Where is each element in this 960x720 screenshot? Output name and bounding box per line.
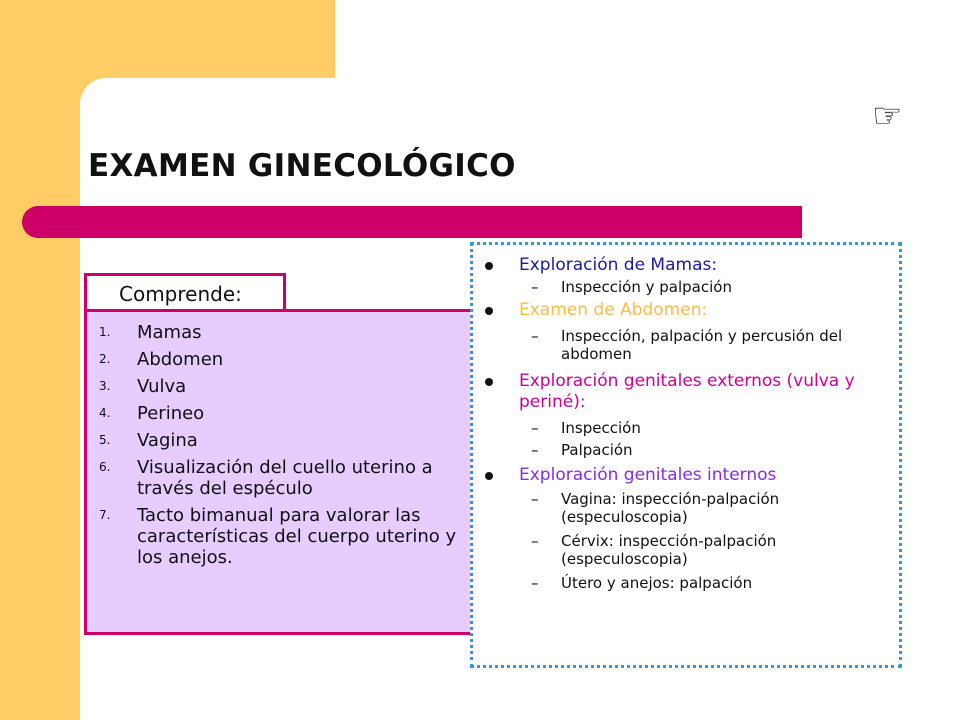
list-item-number: 5. [99,433,111,447]
list-item-text: Vagina [137,430,198,451]
slide-title: EXAMEN GINECOLÓGICO [88,148,516,184]
title-underline-bar [22,206,802,238]
list-item-number: 1. [99,325,111,339]
right-panel [470,242,902,668]
list-item [99,349,473,370]
sub-item: – Palpación [531,441,633,459]
list-item-text: Abdomen [137,349,224,370]
list-item [99,457,473,499]
list-item [99,505,473,568]
sub-item-text: Vagina: inspección-palpación (especuloscopia) [561,490,780,526]
sub-item-text: Inspección y palpación [561,278,732,296]
sub-item-text: Útero y anejos: palpación [561,574,753,592]
sub-item: – Inspección [531,419,641,437]
sub-item-text: Cérvix: inspección-palpación (especuloscopia) [561,532,777,568]
list-item-number: 7. [99,508,111,522]
list-item-number: 2. [99,352,111,366]
left-panel-header [84,273,286,310]
pointing-hand-icon: ☞ [872,96,903,136]
section-title: Exploración genitales internos [519,465,777,485]
list-item-number: 6. [99,460,111,474]
sub-item: – Cérvix: inspección-palpación (especuloscopia) [531,532,777,568]
section-genitales-internos [473,465,899,592]
bullet-icon [485,472,493,480]
list-item [99,430,473,451]
list-item-text: Vulva [137,376,187,397]
background-yellow-left [0,0,80,720]
sub-item: – Inspección, palpación y percusión del abdomen [531,327,843,363]
exam-components-list [87,312,473,568]
sub-item: – Útero y anejos: palpación [531,574,753,592]
sub-item: – Vagina: inspección-palpación (especuloscopia) [531,490,780,526]
list-item-text: Visualización del cuello uterino a través del espéculo [137,457,433,499]
bullet-icon [485,378,493,386]
list-item-text: Mamas [137,322,202,343]
list-item [99,322,473,343]
list-item-text: Tacto bimanual para valorar las características del cuerpo uterino y los anejos. [137,505,457,568]
left-panel-header-label: Comprende: [119,282,242,306]
list-item-number: 3. [99,379,111,393]
list-item [99,376,473,397]
section-genitales-externos [473,371,899,459]
section-mamas [473,255,899,296]
section-abdomen [473,300,899,363]
bullet-icon [485,307,493,315]
bullet-icon [485,262,493,270]
list-item-number: 4. [99,406,111,420]
sub-item-text: Inspección, palpación y percusión del abdomen [561,327,843,363]
list-item-text: Perineo [137,403,205,424]
sub-item-text: Palpación [561,441,633,459]
section-title: Examen de Abdomen: [519,300,708,320]
section-title: Exploración de Mamas: [519,255,718,275]
section-title: Exploración genitales externos (vulva y periné): [519,371,855,412]
sub-item-text: Inspección [561,419,641,437]
left-panel [84,309,473,635]
sub-item: – Inspección y palpación [531,278,732,296]
list-item [99,403,473,424]
